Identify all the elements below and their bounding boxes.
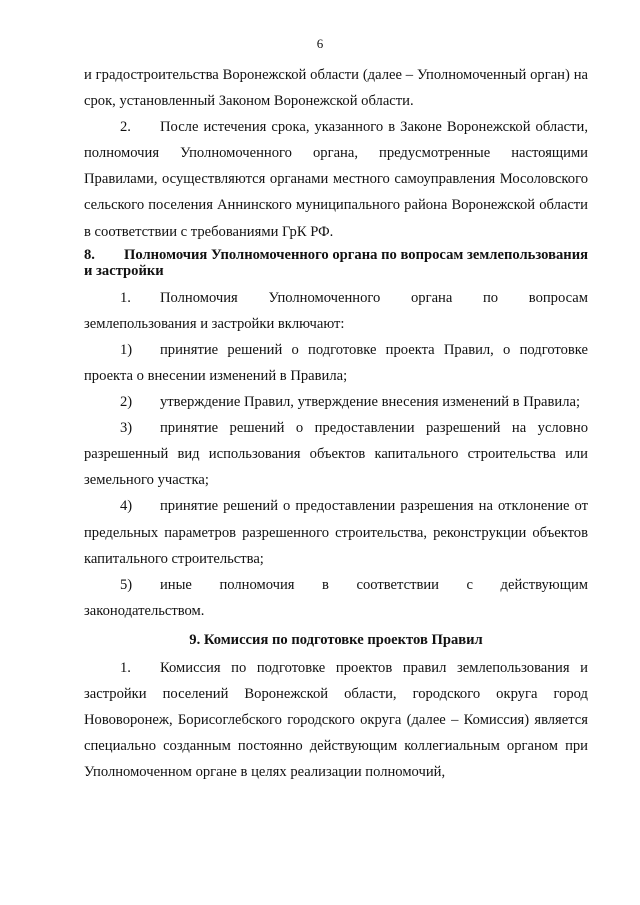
item-number: 5) bbox=[120, 576, 133, 593]
page-number: 6 bbox=[316, 36, 324, 51]
list-item-2 bbox=[84, 389, 588, 415]
item-number: 3) bbox=[120, 420, 133, 437]
paragraph-2 bbox=[84, 114, 588, 244]
section-title: Полномочия Уполномоченного органа по вопросам землепользования и застройки bbox=[84, 246, 588, 280]
paragraph-text: Комиссия по подготовке проектов правил землепользования и застройки поселений Воронежской области, городского округа город Нововоронеж, Борисоглебского городского округа (далее – Комиссия) является специально созданным постоянно действующим коллегиальным органом при Уполномоченном органе в целях реализации полномочий, bbox=[84, 659, 588, 781]
paragraph-8-1 bbox=[84, 285, 588, 337]
list-item-3 bbox=[84, 415, 588, 493]
item-number: 1) bbox=[120, 341, 133, 358]
item-number: 4) bbox=[120, 498, 133, 515]
list-item-1 bbox=[84, 337, 588, 389]
paragraph-continuation: и градостроительства Воронежской области (далее – Уполномоченный орган) на срок, установленный Законом Воронежской области. bbox=[84, 67, 588, 110]
item-number: 2) bbox=[120, 394, 133, 411]
paragraph-9-1 bbox=[84, 655, 588, 785]
item-number: 1. bbox=[120, 289, 131, 306]
section-8-heading bbox=[84, 247, 588, 280]
paragraph-text: Полномочия Уполномоченного органа по вопросам землепользования и застройки включают: bbox=[84, 289, 588, 332]
paragraph-text: принятие решений о предоставлении разрешения на отклонение от предельных параметров разрешенного строительства, реконструкции объектов капитального строительства; bbox=[84, 498, 588, 567]
list-item-5 bbox=[84, 572, 588, 624]
paragraph-text: утверждение Правил, утверждение внесения изменений в Правила; bbox=[160, 394, 581, 411]
paragraph-text: принятие решений о предоставлении разрешений на условно разрешенный вид использования объектов капитального строительства или земельного участка; bbox=[84, 420, 588, 489]
paragraph-text: принятие решений о подготовке проекта Правил, о подготовке проекта о внесении изменений в Правила; bbox=[84, 341, 588, 384]
list-item-4 bbox=[84, 493, 588, 571]
paragraph-text: иные полномочия в соответствии с действующим законодательством. bbox=[84, 576, 588, 619]
item-number: 2. bbox=[120, 119, 131, 136]
section-9-heading: 9. Комиссия по подготовке проектов Правил bbox=[189, 631, 483, 648]
paragraph-text: После истечения срока, указанного в Законе Воронежской области, полномочия Уполномоченного органа, предусмотренные настоящими Правилами, осуществляются органами местного самоуправления Мосоловского сельского поселения Аннинского муниципального района Воронежской области в соответствии с требованиями ГрК РФ. bbox=[84, 119, 588, 240]
document-body bbox=[84, 62, 588, 785]
item-number: 1. bbox=[120, 659, 131, 676]
section-number: 8. bbox=[84, 246, 95, 263]
